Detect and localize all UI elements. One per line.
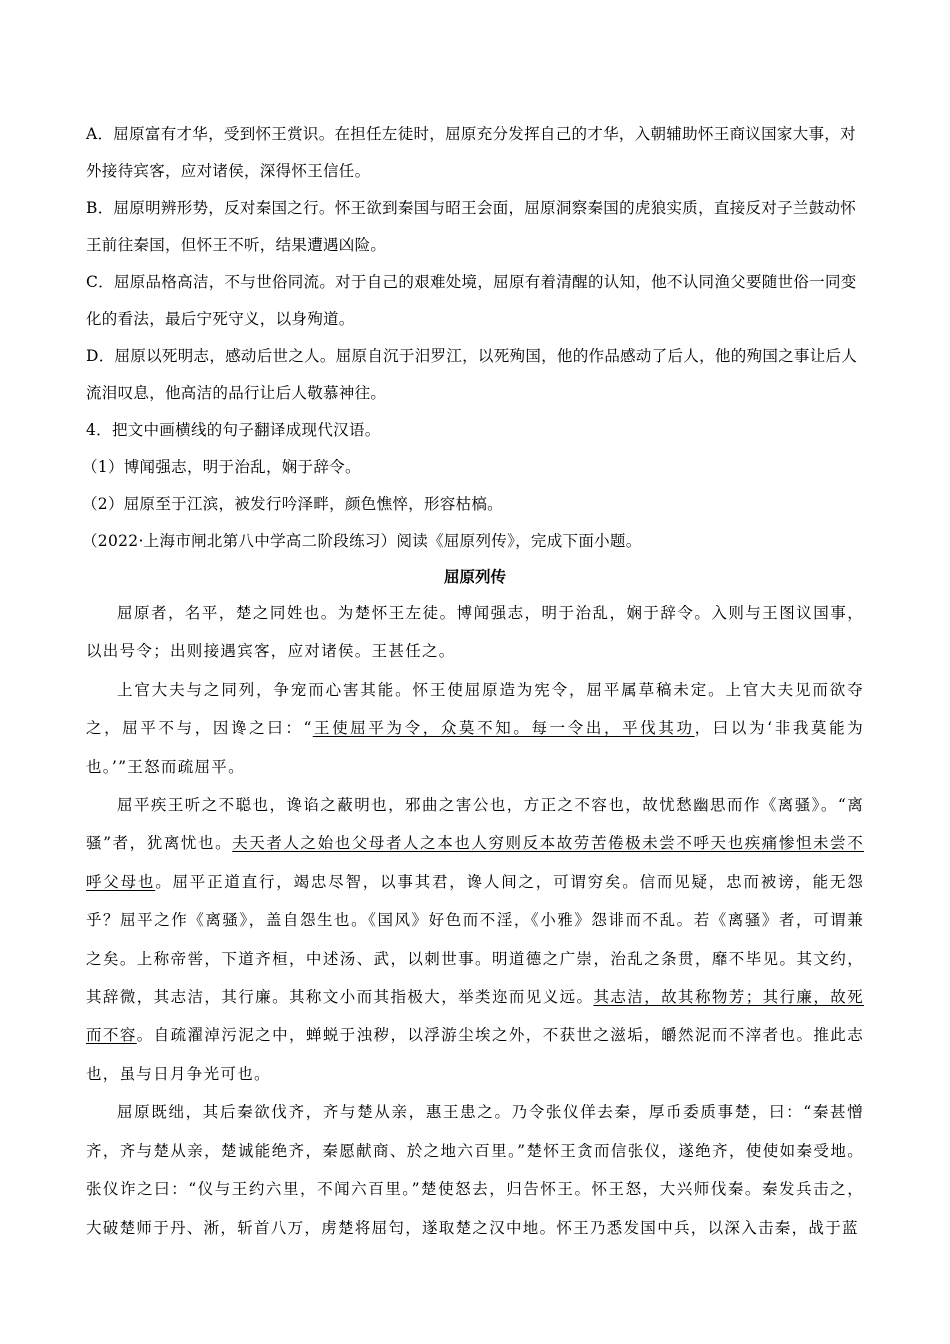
question-4-item-1: （1）博闻强志，明于治乱，娴于辞令。 bbox=[82, 458, 361, 476]
question-4-item-2: （2）屈原至于江滨，被发行吟泽畔，颜色憔悴，形容枯槁。 bbox=[82, 495, 503, 513]
paragraph-2-text-b: ，曰以为‘非我莫能为也。’”王怒而疏屈平。 bbox=[86, 719, 864, 776]
option-a[interactable]: A．屈原富有才华，受到怀王赏识。在担任左徒时，屈原充分发挥自己的才华，入朝辅助怀王商议国家大事，对外接待宾客，应对诸侯，深得怀王信任。 bbox=[86, 125, 856, 180]
paragraph-3-text-b: 。屈平正道直行，竭忠尽智，以事其君，谗人间之，可谓穷矣。信而见疑，忠而被谤，能无怨乎？屈平之作《离骚》，盖自怨生也。《国风》好色而不淫，《小雅》怨诽而不乱。若《离骚》者，可谓兼之矣。上称帝喾，下道齐桓，中述汤、武，以刺世事。明道德之广崇，治乱之条贯，靡不毕见。其文约，其辞微，其志洁，其行廉。其称文小而其指极大，举类迩而见义远。 bbox=[86, 872, 864, 1007]
underlined-sentence-1: 王使屈平为令，众莫不知。每一令出，平伐其功 bbox=[312, 719, 695, 738]
passage-title: 屈原列传 bbox=[443, 568, 506, 586]
paragraph-3-text-c: 。自疏濯淖污泥之中，蝉蜕于浊秽，以浮游尘埃之外，不获世之滋垢，皭然泥而不滓者也。推此志也，虽与日月争光可也。 bbox=[86, 1026, 864, 1083]
question-4-stem: 4．把文中画横线的句子翻译成现代汉语。 bbox=[86, 421, 381, 439]
source-line: （2022·上海市闸北第八中学高二阶段练习）阅读《屈原列传》，完成下面小题。 bbox=[82, 532, 642, 550]
option-d[interactable]: D．屈原以死明志，感动后世之人。屈原自沉于汨罗江，以死殉国，他的作品感动了后人，他的殉国之事让后人流泪叹息，他高洁的品行让后人敬慕神往。 bbox=[86, 347, 858, 402]
passage-body bbox=[86, 594, 864, 1247]
passage-paragraph-3 bbox=[86, 786, 864, 1093]
question-3-options bbox=[82, 116, 864, 560]
paragraph-3-text-a: 屈平疾王听之不聪也，谗谄之蔽明也，邪曲之害公也，方正之不容也，故忧愁幽思而作《离骚》。“离骚”者，犹离忧也。 bbox=[86, 796, 864, 853]
passage-paragraph-4: 屈原既绌，其后秦欲伐齐，齐与楚从亲，惠王患之。乃令张仪佯去秦，厚币委质事楚，曰：“秦甚憎齐，齐与楚从亲，楚诚能绝齐，秦愿献商、於之地六百里。”楚怀王贪而信张仪，遂绝齐，使使如秦受地。张仪诈之曰：“仪与王约六里，不闻六百里。”楚使怒去，归告怀王。怀王怒，大兴师伐秦。秦发兵击之，大破楚师于丹、淅，斩首八万，虏楚将屈匄，遂取楚之汉中地。怀王乃悉发国中兵，以深入击秦，战于蓝 bbox=[86, 1103, 864, 1237]
option-c[interactable]: C．屈原品格高洁，不与世俗同流。对于自己的艰难处境，屈原有着清醒的认知，他不认同渔父要随世俗一同变化的看法，最后宁死守义，以身殉道。 bbox=[86, 273, 857, 328]
paragraph-2-text-a: 上官大夫与之同列，争宠而心害其能。怀王使屈原造为宪令，屈平属草稿未定。上官大夫见而欲夺之，屈平不与，因谗之曰：“ bbox=[86, 680, 864, 738]
option-b[interactable]: B．屈原明辨形势，反对秦国之行。怀王欲到秦国与昭王会面，屈原洞察秦国的虎狼实质，直接反对子兰鼓动怀王前往秦国，但怀王不听，结果遭遇凶险。 bbox=[86, 199, 857, 254]
underlined-sentence-2: 夫天者人之始也父母者人之本也人穷则反本故劳苦倦极未尝不呼天也疾痛惨怛未尝不呼父母也 bbox=[86, 834, 865, 891]
passage-paragraph-2 bbox=[86, 671, 864, 786]
passage-paragraph-1: 屈原者，名平，楚之同姓也。为楚怀王左徒。博闻强志，明于治乱，娴于辞令。入则与王图议国事，以出号令；出则接遇宾客，应对诸侯。王甚任之。 bbox=[86, 604, 864, 661]
underlined-sentence-3: 其志洁，故其称物芳；其行廉，故死而不容 bbox=[86, 988, 864, 1045]
